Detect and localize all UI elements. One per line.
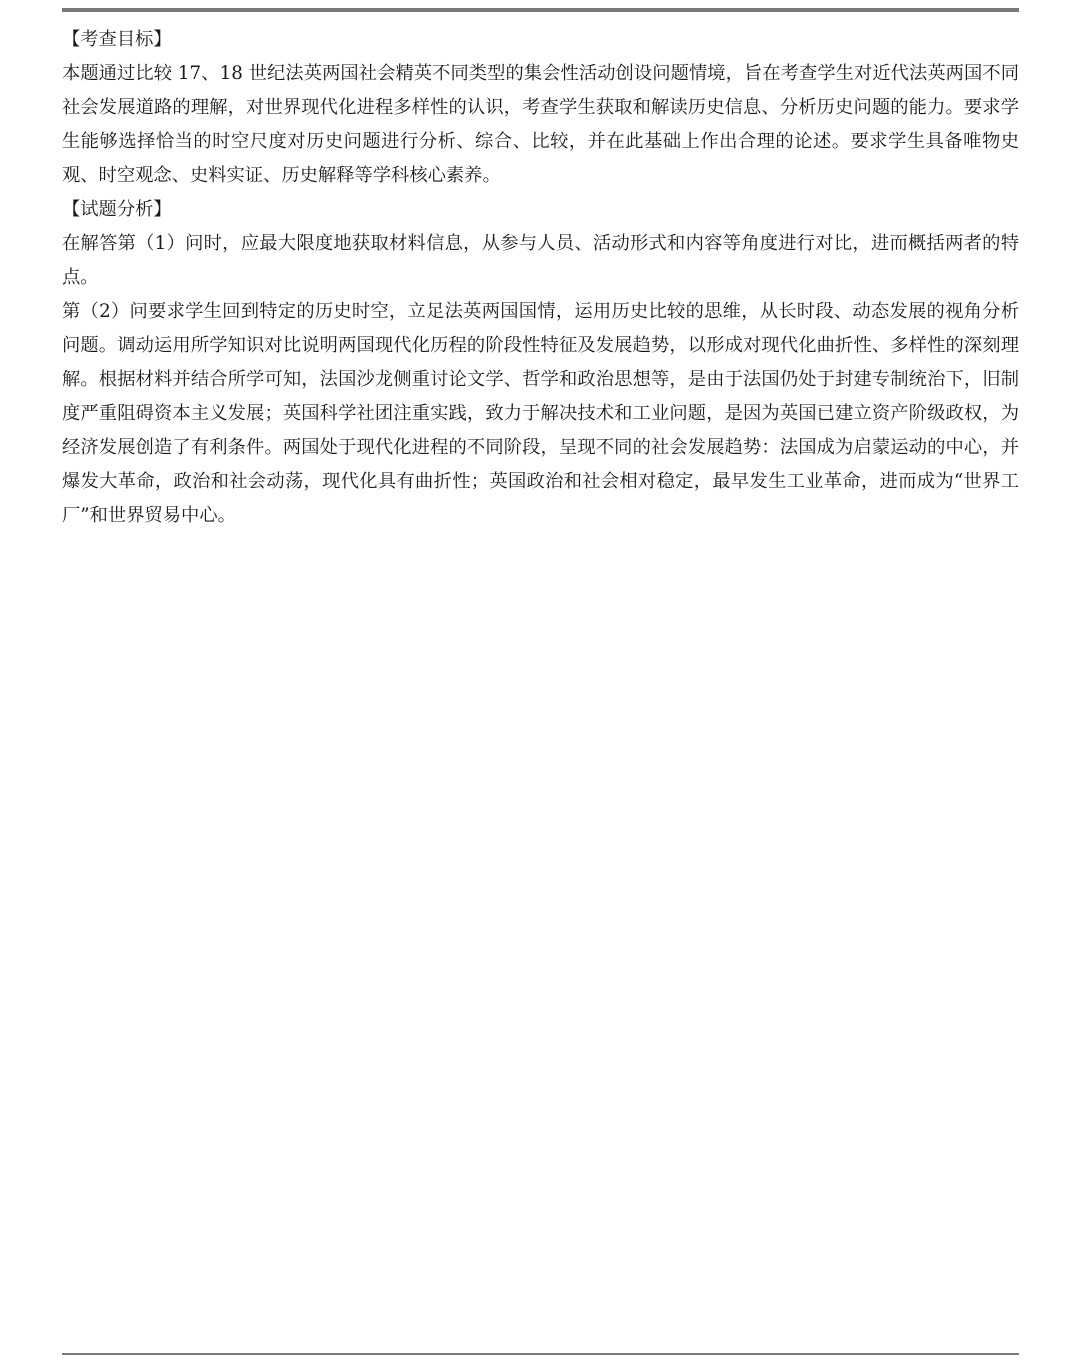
document-body	[62, 23, 1019, 533]
section-heading-exam-objective: 【考查目标】	[62, 29, 172, 50]
section-heading-question-analysis: 【试题分析】	[62, 199, 172, 220]
top-rule	[62, 8, 1019, 12]
analysis-paragraph-part-1: 在解答第（1）问时，应最大限度地获取材料信息，从参与人员、活动形式和内容等角度进行对比，进而概括两者的特点。	[62, 233, 1019, 288]
bottom-rule	[62, 1353, 1019, 1355]
exam-objective-paragraph: 本题通过比较 17、18 世纪法英两国社会精英不同类型的集会性活动创设问题情境，旨在考查学生对近代法英两国不同社会发展道路的理解，对世界现代化进程多样性的认识，考查学生获取和解读历史信息、分析历史问题的能力。要求学生能够选择恰当的时空尺度对历史问题进行分析、综合、比较，并在此基础上作出合理的论述。要求学生具备唯物史观、时空观念、史料实证、历史解释等学科核心素养。	[62, 63, 1019, 186]
analysis-paragraph-part-2: 第（2）问要求学生回到特定的历史时空，立足法英两国国情，运用历史比较的思维，从长时段、动态发展的视角分析问题。调动运用所学知识对比说明两国现代化历程的阶段性特征及发展趋势，以形成对现代化曲折性、多样性的深刻理解。根据材料并结合所学可知，法国沙龙侧重讨论文学、哲学和政治思想等，是由于法国仍处于封建专制统治下，旧制度严重阻碍资本主义发展；英国科学社团注重实践，致力于解决技术和工业问题，是因为英国已建立资产阶级政权，为经济发展创造了有利条件。两国处于现代化进程的不同阶段，呈现不同的社会发展趋势：法国成为启蒙运动的中心，并爆发大革命，政治和社会动荡，现代化具有曲折性；英国政治和社会相对稳定，最早发生工业革命，进而成为“世界工厂”和世界贸易中心。	[62, 301, 1019, 526]
